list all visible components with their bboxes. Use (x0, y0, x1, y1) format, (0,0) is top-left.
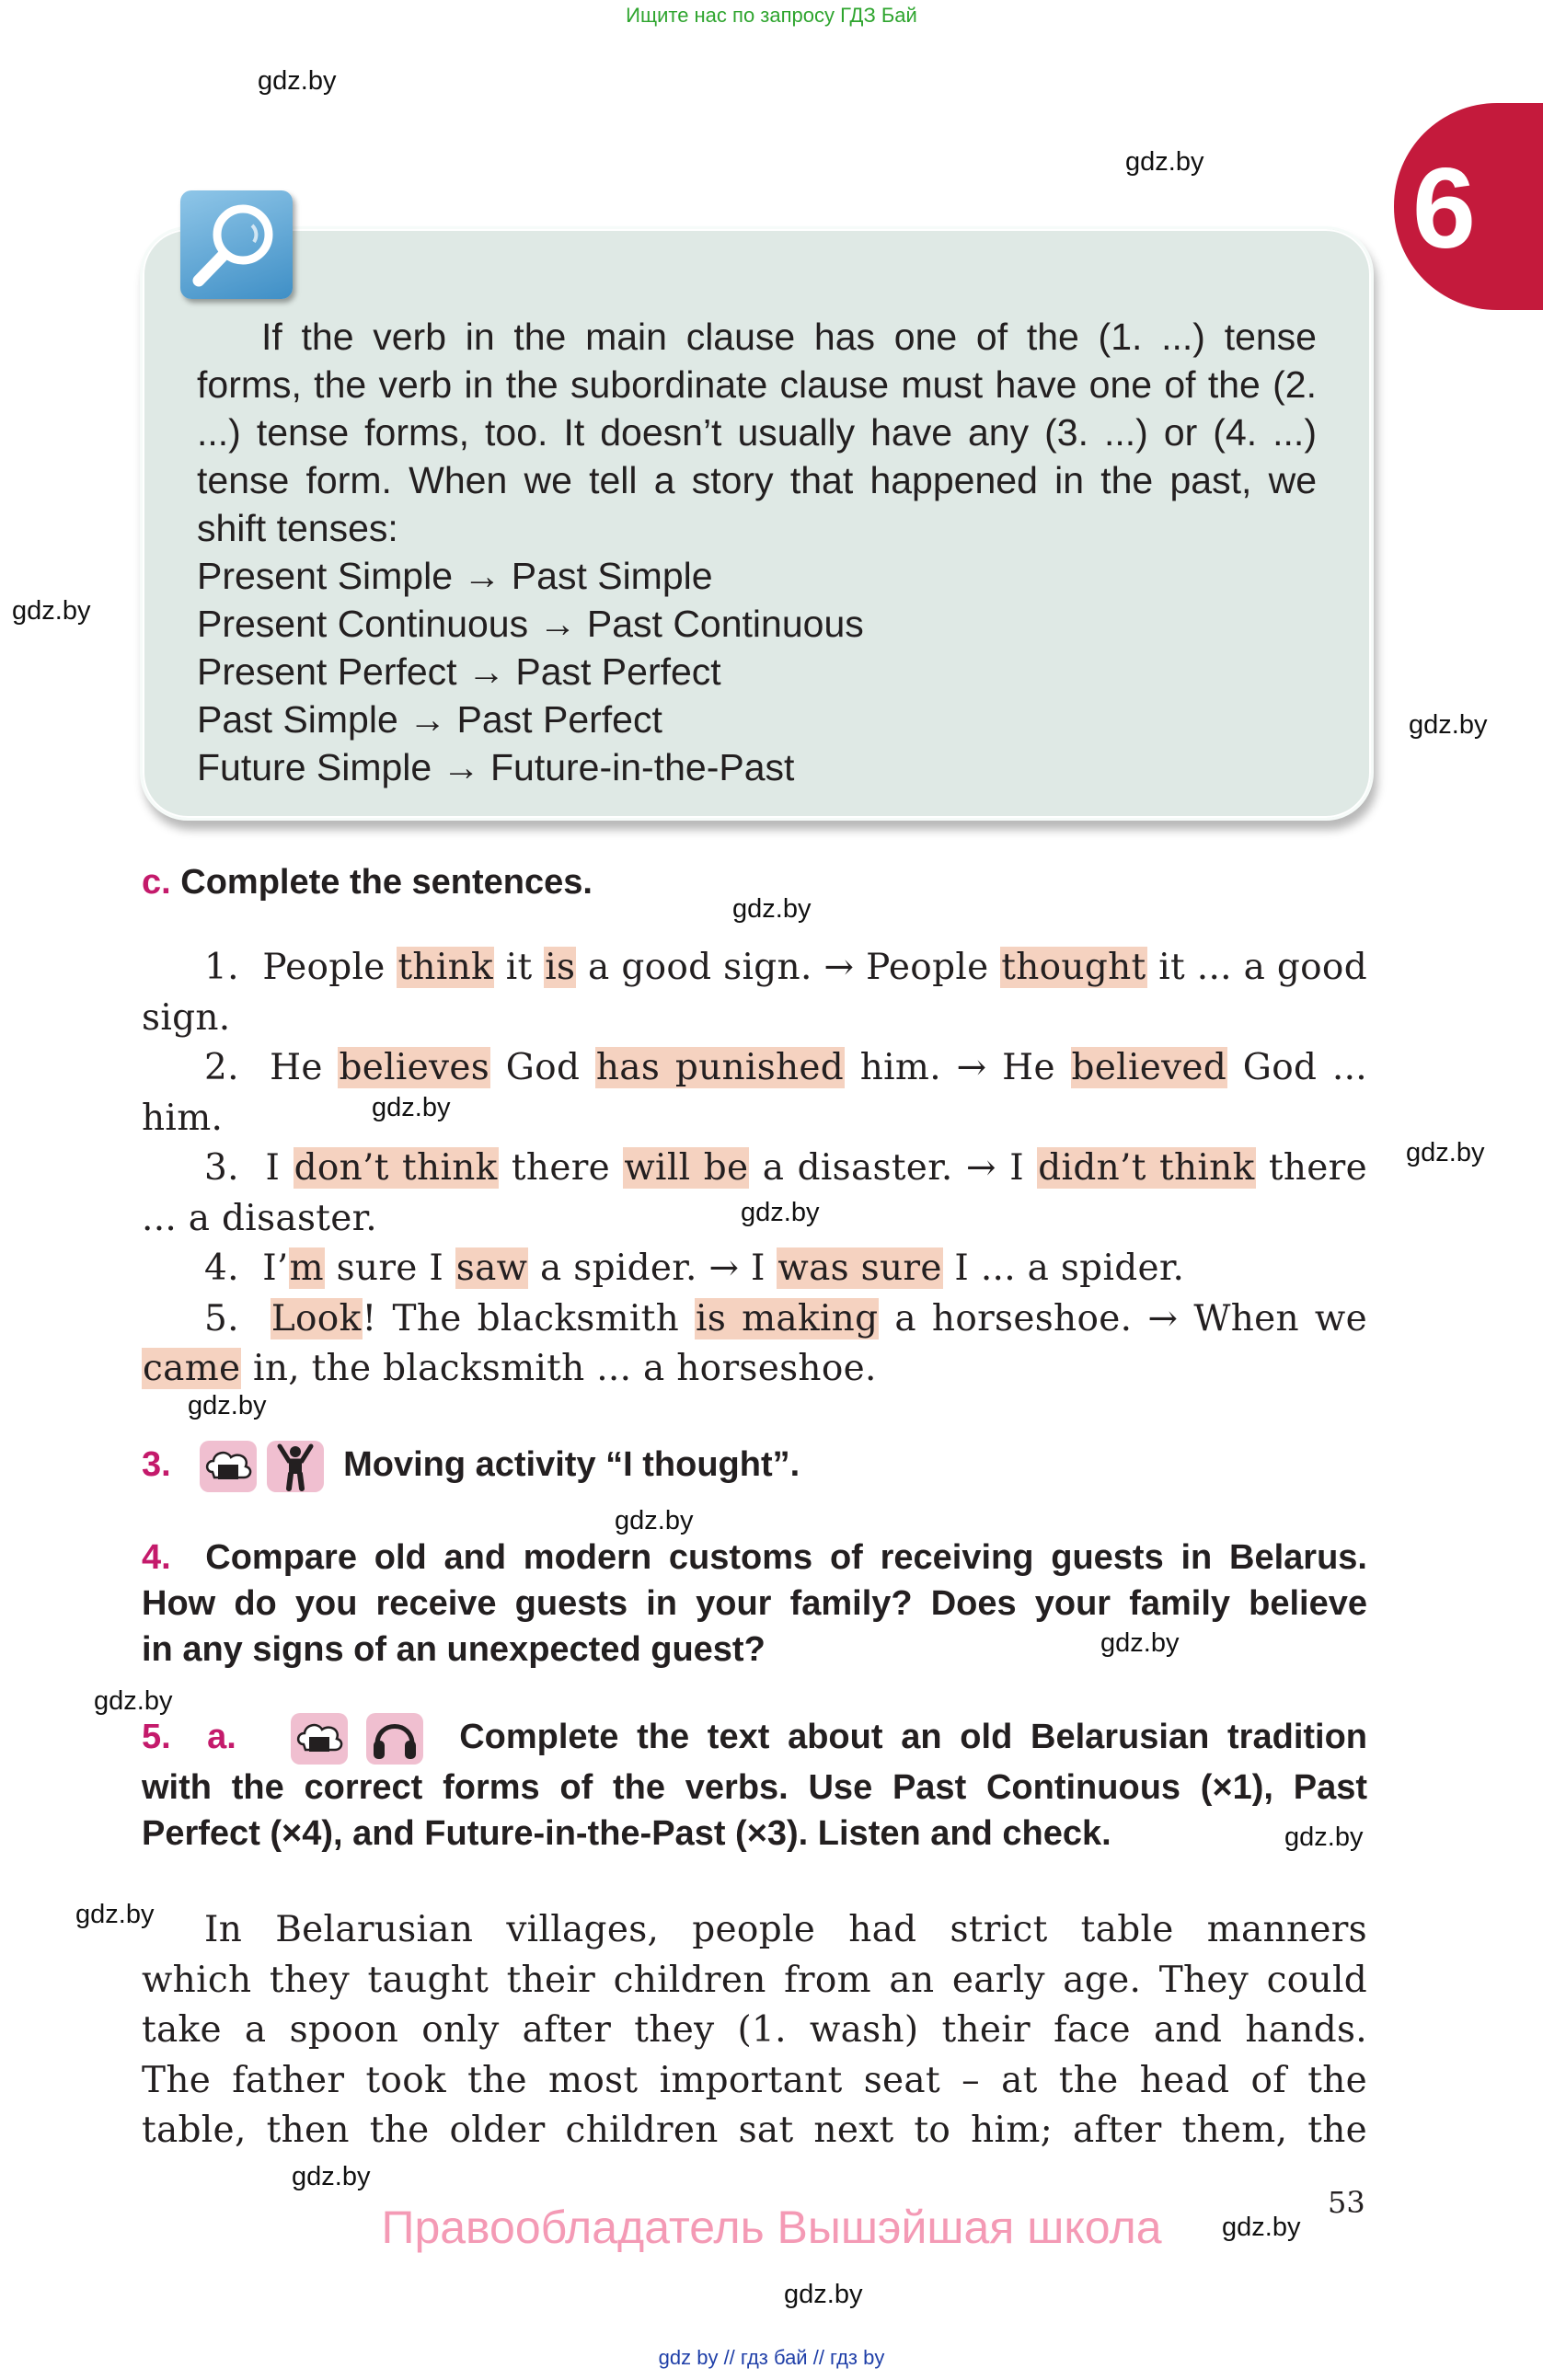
exercise-c-sentences (142, 943, 1367, 1395)
task-4-heading: 4. Compare old and modern customs of receiving guests in Belarus. How do you receive guests in your family? Does your family believe in any signs of an unexpected guest? (142, 1538, 1367, 1669)
rule-paragraph: If the verb in the main clause has one of the (1. ...) tense forms, the verb in the subordinate clause must have one of the (2. ...) tense forms, too. It doesn’t usually have any (3. ...) or (4. ...) tense form. When we tell a story that happened in the past, we shift tenses: (197, 316, 1317, 549)
watermark: gdz.by (258, 66, 337, 96)
sentence-item: 4. I’m sure I saw a spider. → I was sure I ... a spider. (204, 1247, 1185, 1289)
sentence-item: 1. People think it is a good sign. → People thought it ... a good sign. (142, 947, 1367, 1039)
watermark: gdz.by (615, 1506, 694, 1535)
task-3-heading: 3. Moving activity “I thought”. (142, 1441, 800, 1500)
watermark: gdz.by (1222, 2213, 1301, 2242)
watermark: gdz.by (94, 1686, 173, 1716)
story-text (142, 1905, 1367, 2156)
story-line: In Belarusian villages, people had strict table manners (204, 1909, 1367, 1950)
watermark: gdz.by (12, 596, 91, 626)
cloud-folder-icon (200, 1441, 257, 1492)
watermark: gdz.by (1409, 710, 1488, 740)
copyright-owner: Правообладатель Вышэйшая школа (381, 2202, 1162, 2253)
tense-shift: Present Simple → Past Simple (197, 555, 713, 597)
tense-shift: Future Simple → Future-in-the-Past (197, 746, 795, 788)
watermark: gdz.by (1406, 1138, 1485, 1167)
story-line: which they taught their children from an early age. They could (142, 1959, 1367, 2001)
headphones-icon (366, 1713, 423, 1765)
tense-shift: Present Perfect → Past Perfect (197, 650, 721, 693)
tense-shift: Present Continuous → Past Continuous (197, 603, 864, 645)
footer-links[interactable]: gdz by // гдз бай // гдз by (658, 2346, 885, 2369)
cloud-folder-icon (291, 1713, 348, 1765)
watermark: gdz.by (75, 1900, 155, 1929)
story-line: take a spoon only after they (1. wash) their face and hands. (142, 2009, 1367, 2051)
watermark: gdz.by (188, 1391, 267, 1420)
story-line: The father took the most important seat – at the head of the (142, 2059, 1367, 2101)
watermark: gdz.by (784, 2280, 863, 2309)
person-moving-icon (267, 1441, 324, 1492)
watermark: gdz.by (741, 1198, 820, 1227)
watermark: gdz.by (1284, 1822, 1364, 1852)
watermark: gdz.by (732, 894, 812, 924)
watermark: gdz.by (1100, 1628, 1180, 1658)
chapter-number: 6 (1412, 145, 1476, 272)
tense-shift: Past Simple → Past Perfect (197, 698, 662, 741)
magnifier-icon (180, 190, 293, 299)
sentence-item: 3. I don’t think there will be a disaster. → I didn’t think there ... a disaster. (142, 1147, 1367, 1239)
watermark: gdz.by (372, 1093, 451, 1122)
watermark: gdz.by (292, 2162, 371, 2191)
chapter-tab (1394, 103, 1543, 310)
sentence-item: 5. Look! The blacksmith is making a horseshoe. → When we came in, the blacksmith ... a horseshoe. (143, 1297, 1367, 1389)
exercise-c-heading: c. Complete the sentences. (142, 863, 593, 902)
top-banner[interactable]: Ищите нас по запросу ГДЗ Бай (626, 4, 917, 27)
story-line: table, then the older children sat next to him; after them, the (142, 2110, 1367, 2151)
watermark: gdz.by (1125, 147, 1204, 177)
sentence-item: 2. He believes God has punished him. → He believed God ... him. (142, 1047, 1367, 1139)
task-5-heading: 5. a. Complete the text about an old Belarusian tradition with the correct forms of the verbs. Use Past Continuous (×1), Past Perfect (×4), and Future-in-the-Past (×3). Listen and check. (142, 1713, 1367, 1857)
grammar-rule-text (197, 313, 1317, 791)
page-number: 53 (1328, 2185, 1365, 2220)
